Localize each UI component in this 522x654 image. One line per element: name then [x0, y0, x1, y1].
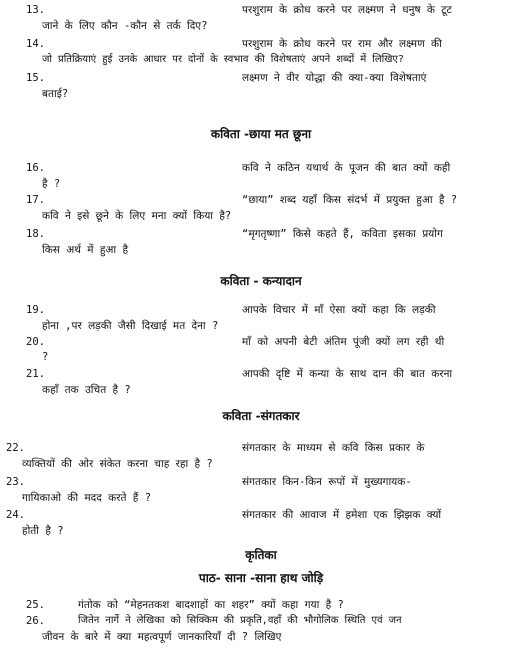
question-text: कवि ने कठिन यथार्थ के पूजन की बात क्यों कही: [242, 162, 451, 174]
question-number: 26.: [26, 615, 45, 627]
question-text: आपकी दृष्टि में कन्या के साथ दान की बात करना: [242, 368, 453, 380]
question-text: संगतकार की आवाज में हमेशा एक झिझक क्यों: [242, 509, 442, 521]
section-heading: कविता - कन्यादान: [220, 274, 302, 288]
section-heading: कृतिका: [245, 548, 277, 562]
question-text-continued: होती है ?: [22, 525, 64, 537]
question-number: 25.: [26, 599, 45, 611]
question-text: परशुराम के क्रोध करने पर राम और लक्ष्मण की: [242, 38, 442, 50]
question-text: लक्ष्मण ने वीर योद्धा की क्या-क्या विशेषताएं: [242, 72, 427, 84]
question-text-continued: गायिकाओ की मदद करते हैं ?: [22, 492, 152, 504]
question-number: 17.: [26, 194, 45, 206]
question-text: “मृगतृष्णा” किसे कहते हैं, कविता इसका प्रयोग: [242, 228, 443, 240]
question-text-continued: किस अर्थ में हुआ है: [42, 244, 129, 256]
question-number: 13.: [26, 4, 45, 16]
question-text: जितेन नार्गे ने लेखिका को सिक्किम की प्रकृति,वहाँ की भौगोलिक स्थिति एवं जन: [78, 615, 402, 626]
question-number: 22.: [6, 442, 25, 454]
question-number: 18.: [26, 228, 45, 240]
question-number: 16.: [26, 162, 45, 174]
question-text: आपके विचार में माँ ऐसा क्यों कहा कि लड़की: [242, 304, 436, 316]
question-number: 14.: [26, 38, 45, 50]
question-text-continued: कहाँ तक उचित है ?: [42, 384, 131, 396]
question-text-continued: बताई?: [42, 88, 69, 100]
question-number: 15.: [26, 72, 45, 84]
question-text: संगतकार किन-किन रूपों में मुख्यगायक-: [242, 476, 412, 488]
question-text: परशुराम के क्रोध करने पर लक्ष्मण ने धनुष के टूट: [242, 4, 452, 16]
question-text: गंतोक को “मेहनतकश बादशाहों का शहर” क्यों कहा गया है ?: [78, 599, 344, 611]
question-number: 23.: [6, 476, 25, 488]
section-subheading: पाठ- साना -साना हाथ जोड़ि: [198, 571, 324, 585]
question-text: माँ को अपनी बेटी अंतिम पूंजी क्यों लग रही थी: [242, 336, 445, 348]
question-text: “छाया” शब्द यहाँ किस संदर्भ में प्रयुक्त हुआ है ?: [242, 194, 458, 206]
question-text-continued: है ?: [42, 178, 61, 190]
question-text-continued: होना ,पर लड़की जैसी दिखाई मत देना ?: [42, 320, 219, 332]
question-number: 20.: [26, 336, 45, 348]
question-text-continued: कवि ने इसे छूने के लिए मना क्यों किया है?: [42, 210, 232, 222]
question-text-continued: व्यक्तियों की ओर संकेत करना चाह रहा है ?: [22, 458, 213, 470]
question-text: संगतकार के माध्यम से कवि किस प्रकार के: [242, 442, 425, 454]
question-text-continued: जो प्रतिक्रियाएं हुई उनके आधार पर दोनों के स्वभाव की विशेषताएं अपने शब्दों में लिखिए?: [42, 54, 404, 65]
question-number: 21.: [26, 368, 45, 380]
question-text-continued: जीवन के बारे में क्या महत्वपूर्ण जानकारियाँ दी ? लिखिए: [42, 631, 282, 643]
question-number: 19.: [26, 304, 45, 316]
section-heading: कविता -संगतकार: [222, 409, 300, 423]
section-heading: कविता -छाया मत छूना: [210, 127, 312, 141]
question-text-continued: जाने के लिए कौन -कौन से तर्क दिए?: [42, 20, 208, 32]
question-number: 24.: [6, 509, 25, 521]
question-text-continued: ?: [42, 351, 49, 363]
